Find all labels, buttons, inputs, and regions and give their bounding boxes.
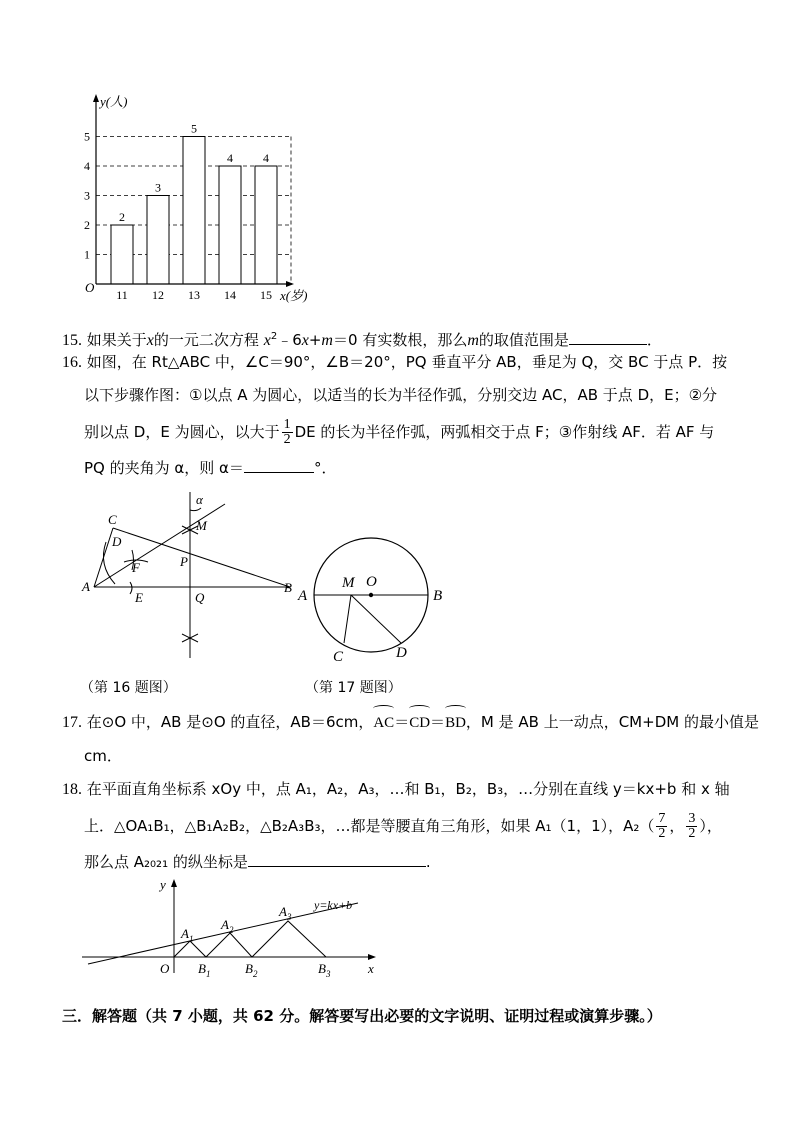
question-16 — [62, 346, 742, 485]
label-d: D — [112, 534, 122, 549]
bar-14 — [219, 166, 241, 284]
label-b: B — [284, 580, 292, 595]
x-tick-15: 15 — [260, 288, 272, 302]
figure-16-caption: （第 16 题图） — [80, 680, 177, 696]
q16-line-4b: °． — [313, 459, 337, 477]
label-q: Q — [195, 590, 205, 605]
label-m17: M — [342, 575, 355, 591]
q18-comma: ， — [669, 817, 685, 835]
q18-frac2-num: 3 — [688, 811, 696, 826]
q18-line-2a: 上．△OA₁B₁，△B₁A₂B₂，△B₂A₃B₃，…都是等腰直角三角形，如果 A₁（1，1），A₂（ — [84, 817, 655, 835]
section-3-heading: 三．解答题（共 7 小题，共 62 分。解答要写出必要的文字说明、证明过程或演算步骤。） — [62, 1007, 662, 1025]
label-line18: y=kx+b — [314, 898, 353, 912]
q17-arc-cd: CD — [409, 707, 430, 740]
q18-answer-blank[interactable] — [248, 848, 426, 867]
y-axis-label: y(人) — [100, 94, 128, 109]
q15-eq-b: ﹣6 — [277, 331, 302, 349]
x-tick-14: 14 — [224, 288, 236, 302]
q16-number: 16. — [62, 354, 82, 371]
y-arrow-18 — [171, 879, 177, 887]
line-kx-b — [88, 903, 358, 964]
q15-eq-e: ＝0 — [332, 331, 358, 349]
label-a3: $A_3$ — [279, 904, 292, 922]
q15-eq-x: x — [263, 332, 271, 349]
label-b3: $B_3$ — [318, 961, 331, 979]
label-c: C — [108, 512, 117, 527]
q16-answer-blank[interactable] — [244, 454, 314, 473]
q15-text-1: 如果关于 — [86, 331, 147, 349]
q16-frac-den: 2 — [283, 432, 291, 447]
label-b1: $B_1$ — [198, 961, 211, 979]
q15-eq-m: m — [321, 332, 333, 349]
q15-end: ． — [646, 331, 662, 349]
x-tick-11: 11 — [116, 288, 128, 302]
q15-answer-blank[interactable] — [569, 326, 647, 345]
q18-frac-1 — [656, 812, 667, 841]
question-18 — [62, 773, 742, 879]
label-b17: B — [433, 588, 443, 604]
y-axis-arrow — [93, 94, 99, 102]
x-tick-12: 12 — [152, 288, 164, 302]
angle-alpha — [190, 508, 201, 511]
bar-value-13: 5 — [191, 121, 197, 136]
segment-cb — [113, 528, 290, 587]
q18-line-1: 在平面直角坐标系 xOy 中，点 A₁，A₂，A₃，…和 B₁，B₂，B₃，…分别在直线 y＝kx+b 和 x 轴 — [86, 780, 730, 798]
bar-value-15: 4 — [263, 151, 269, 165]
bar-value-14: 4 — [227, 151, 233, 165]
q17-arc-ac: AC — [373, 707, 394, 740]
bar-value-11: 2 — [119, 210, 125, 224]
bar-12 — [147, 196, 169, 285]
q18-frac-2 — [686, 812, 697, 841]
q17-text-1: 在⊙O 中，AB 是⊙O 的直径，AB＝6cm， — [86, 713, 374, 731]
bar-11 — [111, 225, 133, 284]
q18-frac1-num: 7 — [658, 811, 666, 826]
q18-frac1-den: 2 — [658, 826, 666, 841]
y-tick-4: 4 — [84, 159, 90, 173]
q18-line-3b: . — [425, 853, 431, 871]
origin-label: O — [85, 280, 95, 295]
label-c17: C — [333, 649, 344, 665]
q15-text-3: 有实数根，那么 — [362, 331, 468, 349]
label-a1: $A_1$ — [181, 926, 194, 944]
bar-13 — [183, 137, 205, 285]
label-x18: x — [368, 961, 374, 976]
question-17 — [62, 706, 759, 773]
x-axis-arrow — [286, 281, 294, 287]
q15-eq-plus: + — [308, 331, 322, 349]
label-e: E — [135, 590, 143, 605]
label-o18: O — [160, 961, 170, 976]
q15-number: 15. — [62, 332, 82, 349]
figure-17-caption: （第 17 题图） — [305, 680, 402, 696]
y-tick-3: 3 — [84, 188, 90, 203]
label-d17: D — [396, 645, 407, 661]
q17-line-2: cm． — [84, 747, 122, 765]
bar-15 — [255, 166, 277, 284]
x-axis-label: x(岁) — [280, 288, 308, 303]
x-tick-13: 13 — [188, 288, 200, 302]
label-o17: O — [366, 574, 377, 590]
q16-frac-num: 1 — [283, 417, 291, 432]
bar-chart — [80, 92, 320, 312]
arc-e — [130, 582, 132, 594]
q18-number: 18. — [62, 781, 82, 798]
label-a: A — [82, 579, 90, 594]
q15-eq-sup: 2 — [270, 331, 278, 342]
figure-17 — [296, 535, 456, 670]
q18-line-3a: 那么点 A₂₀₂₁ 的纵坐标是 — [84, 853, 248, 871]
q18-line-2b: ）， — [699, 817, 722, 835]
q15-eq-x2: x — [301, 332, 309, 349]
label-alpha: α — [196, 492, 203, 507]
y-tick-2: 2 — [84, 218, 90, 232]
q17-arc-bd: BD — [445, 707, 466, 740]
q17-eq-1: ＝ — [394, 713, 410, 731]
q16-fraction — [282, 418, 293, 447]
x-arrow-18 — [368, 954, 376, 960]
label-m: M — [196, 518, 207, 533]
segment-dm — [351, 595, 401, 643]
y-tick-1: 1 — [84, 247, 90, 262]
center-point — [369, 593, 373, 597]
q17-text-2: ，M 是 AB 上一动点，CM+DM 的最小值是 — [465, 713, 759, 731]
q15-text-2: 的一元二次方程 — [153, 331, 259, 349]
bar-value-12: 3 — [155, 180, 161, 195]
q17-eq-2: ＝ — [430, 713, 446, 731]
q15-var-m: m — [467, 332, 479, 349]
label-b2: $B_2$ — [245, 961, 258, 979]
q16-line-3b: DE 的长为半径作弧，两弧相交于点 F；③作射线 AF．若 AF 与 — [294, 423, 715, 441]
q15-text-4: 的取值范围是 — [478, 331, 569, 349]
q16-line-1: 如图，在 Rt△ABC 中，∠C＝90°，∠B＝20°，PQ 垂直平分 AB，垂足为 Q，交 BC 于点 P．按 — [86, 353, 728, 371]
q15-var-x: x — [146, 332, 154, 349]
q18-frac2-den: 2 — [688, 826, 696, 841]
y-tick-5: 5 — [84, 129, 90, 144]
q16-line-4a: PQ 的夹角为 α，则 α＝ — [84, 459, 244, 477]
figure-18 — [80, 873, 390, 983]
label-a2: $A_2$ — [221, 917, 234, 935]
q16-line-3a: 别以点 D，E 为圆心，以大于 — [84, 423, 280, 441]
figure-16 — [80, 490, 310, 670]
label-p: P — [180, 554, 188, 569]
label-f: F — [132, 560, 140, 575]
q16-line-2: 以下步骤作图：①以点 A 为圆心，以适当的长为半径作弧，分别交边 AC，AB 于点 D，E；②分 — [84, 386, 718, 404]
q17-number: 17. — [62, 714, 82, 731]
label-a17: A — [298, 588, 308, 604]
label-y18: y — [160, 877, 166, 892]
segment-cm — [344, 595, 351, 643]
chart-bars — [111, 137, 277, 285]
